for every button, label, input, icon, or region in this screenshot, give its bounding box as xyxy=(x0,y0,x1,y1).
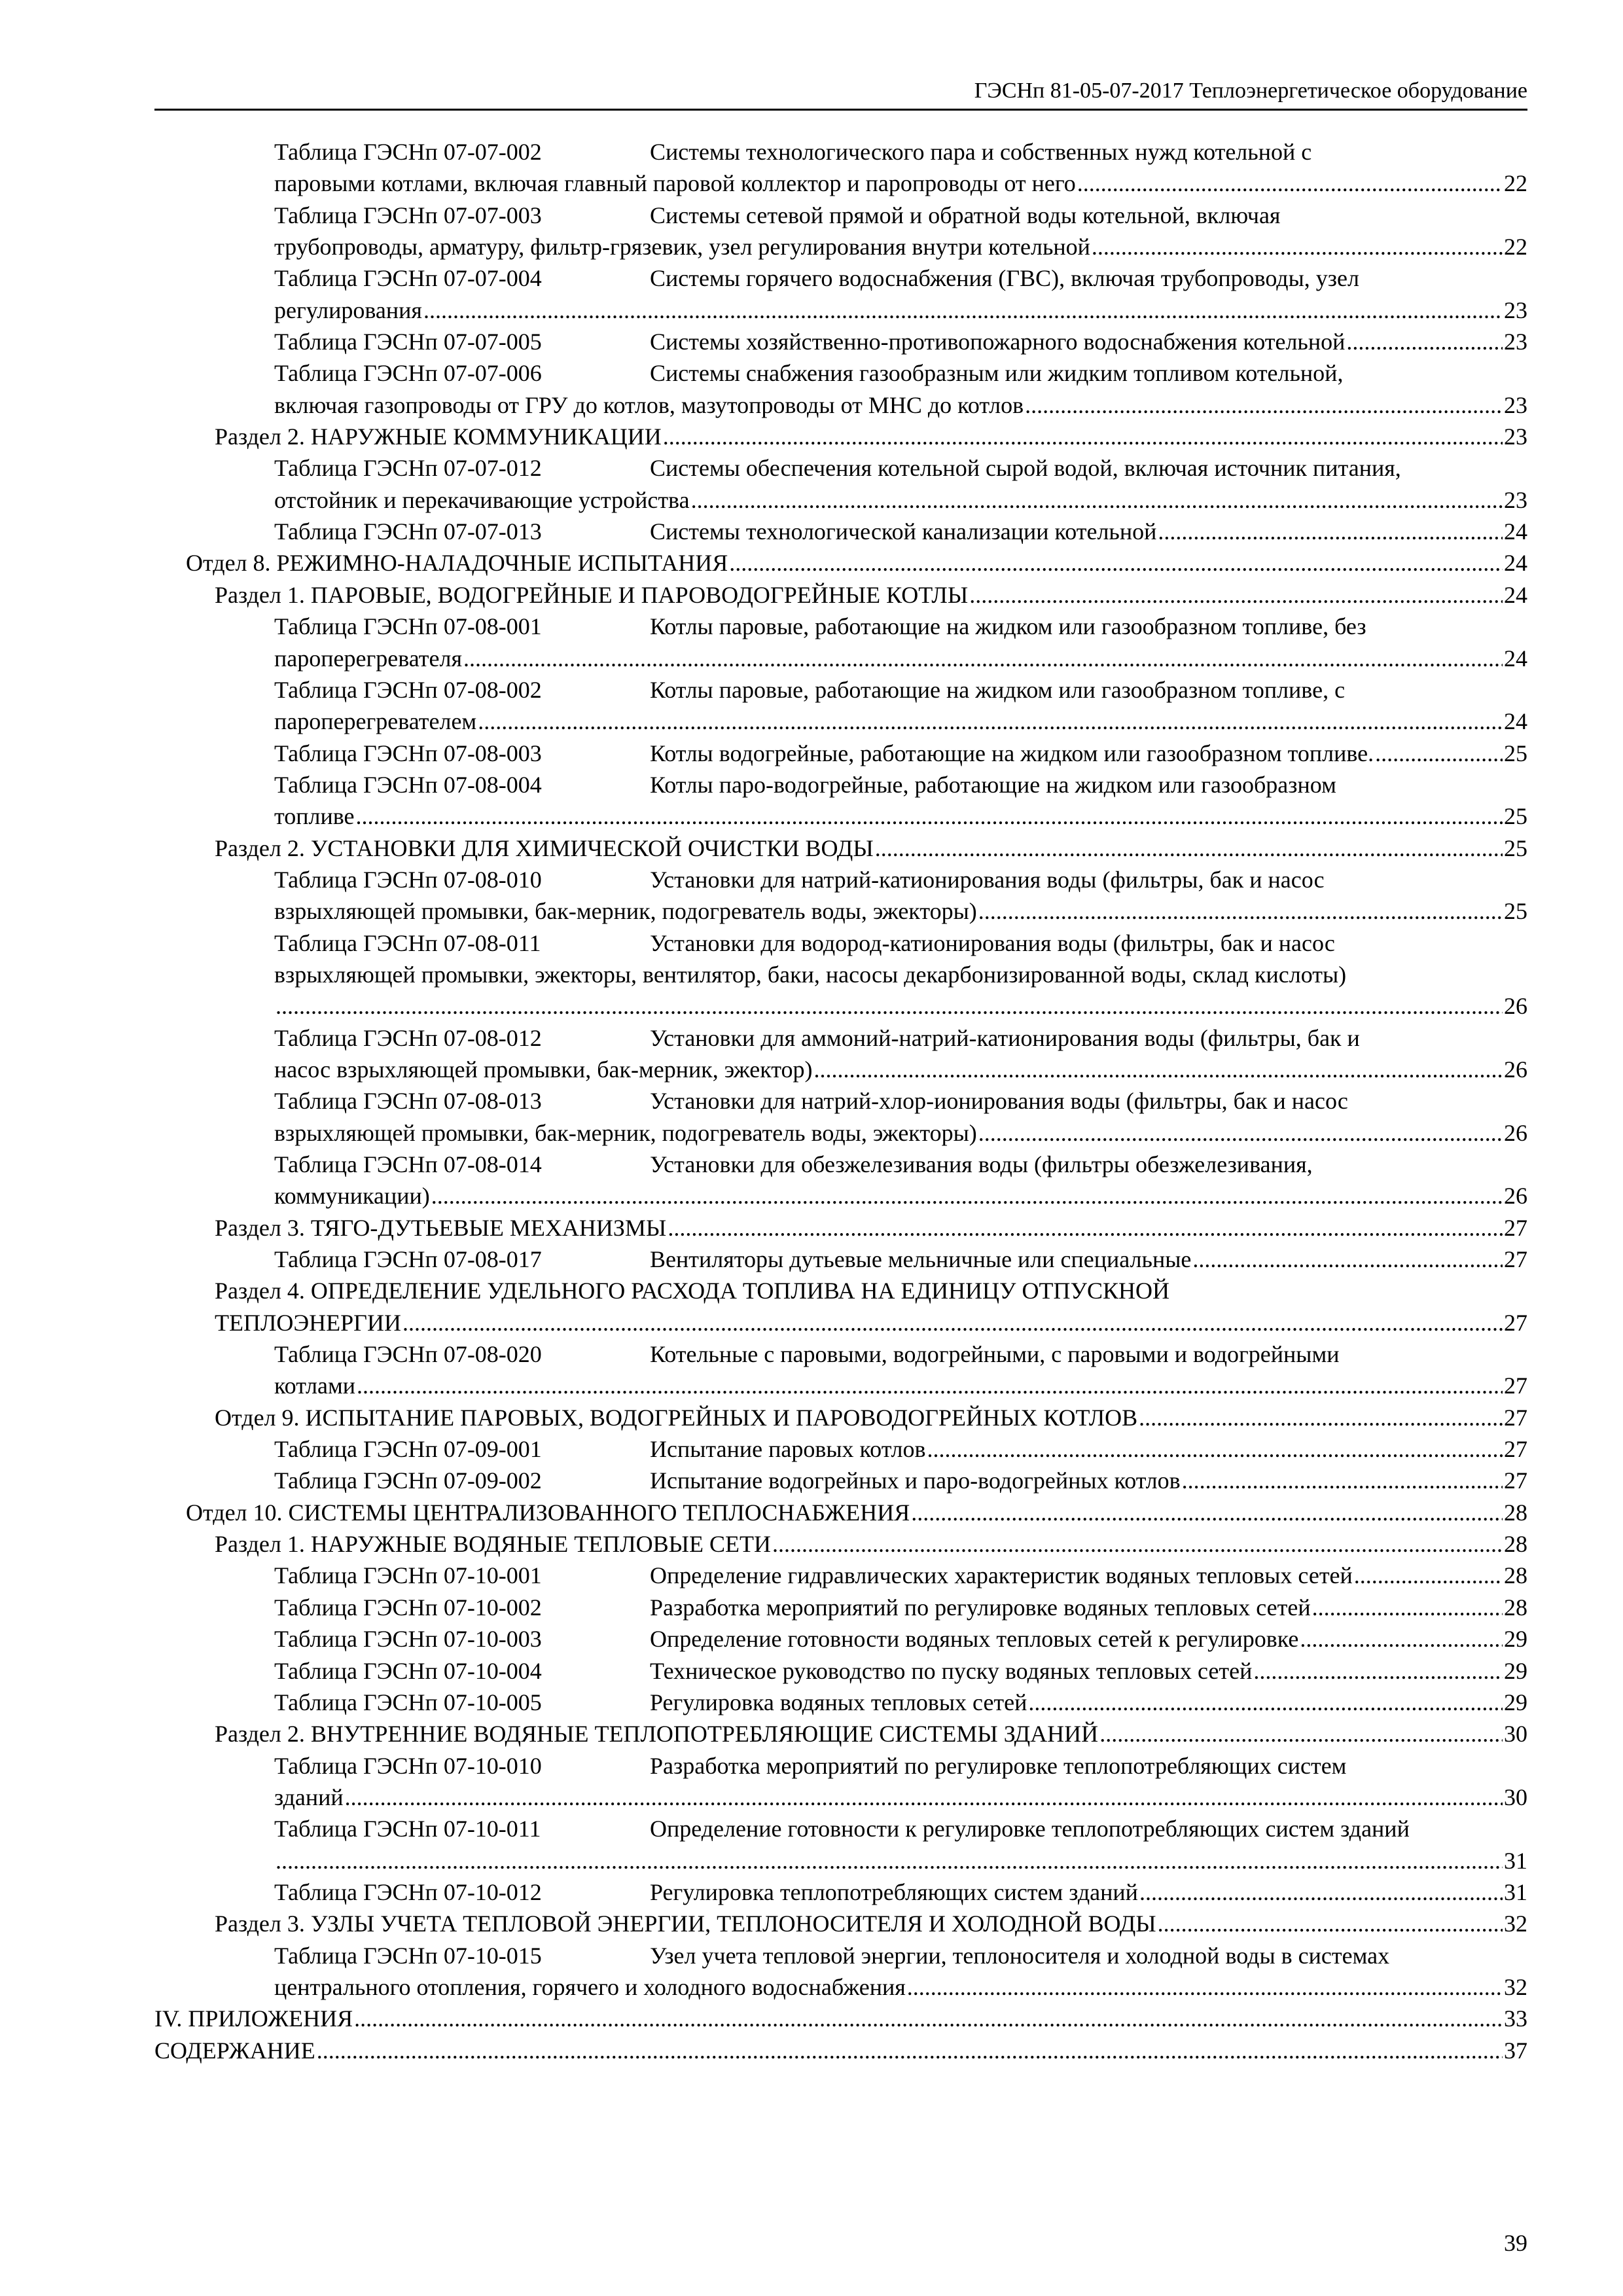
toc-page-number: 32 xyxy=(1504,1910,1527,1937)
toc-table-code: Таблица ГЭСНп 07-07-006 xyxy=(274,360,542,387)
toc-entry-title: Раздел 1. НАРУЖНЫЕ ВОДЯНЫЕ ТЕПЛОВЫЕ СЕТИ xyxy=(215,1531,772,1558)
toc-table-entry[interactable] xyxy=(154,1149,1527,1212)
toc-page-number: 26 xyxy=(1504,1119,1527,1146)
toc-table-code: Таблица ГЭСНп 07-10-012 xyxy=(274,1878,542,1905)
toc-section-entry[interactable] xyxy=(154,421,1527,452)
toc-page-number: 31 xyxy=(1504,1847,1527,1874)
toc-page-number: 27 xyxy=(1504,1404,1527,1431)
toc-entry-title: Регулировка теплопотребляющих систем зданий xyxy=(650,1878,1138,1905)
toc-page-number: 23 xyxy=(1504,296,1527,323)
dot-leader xyxy=(1192,1244,1503,1275)
toc-table-code: Таблица ГЭСНп 07-08-012 xyxy=(274,1024,542,1051)
dot-leader xyxy=(1253,1655,1503,1687)
toc-entry-title: IV. ПРИЛОЖЕНИЯ xyxy=(154,2005,353,2032)
dot-leader xyxy=(1099,1718,1503,1749)
toc-entry-title: паровыми котлами, включая главный паровой коллектор и паропроводы от него xyxy=(274,170,1076,197)
header-rule xyxy=(154,109,1527,111)
toc-entry-title: центрального отопления, горячего и холодного водоснабжения xyxy=(274,1973,906,2000)
toc-table-code: Таблица ГЭСНп 07-08-003 xyxy=(274,740,542,766)
toc-page-number: 37 xyxy=(1504,2037,1527,2064)
dot-leader xyxy=(911,1497,1503,1528)
toc-section-entry[interactable] xyxy=(154,547,1527,579)
toc-table-code: Таблица ГЭСНп 07-07-005 xyxy=(274,329,542,355)
toc-section-entry[interactable] xyxy=(154,2035,1527,2066)
toc-page-number: 27 xyxy=(1504,1309,1527,1336)
toc-section-entry[interactable] xyxy=(154,579,1527,611)
toc-page-number: 25 xyxy=(1504,740,1527,766)
toc-entry-title: Системы технологического пара и собственных нужд котельной с xyxy=(650,139,1312,165)
toc-page-number: 27 xyxy=(1504,1246,1527,1273)
toc-entry-title: Разработка мероприятий по регулировке теплопотребляющих систем xyxy=(650,1752,1347,1779)
toc-table-entry[interactable] xyxy=(154,200,1527,263)
toc-entry-title: взрыхляющей промывки, бак-мерник, подогреватель воды, эжекторы) xyxy=(274,898,977,925)
toc-table-code: Таблица ГЭСНп 07-10-002 xyxy=(274,1594,542,1621)
toc-table-code: Таблица ГЭСНп 07-10-005 xyxy=(274,1689,542,1715)
dot-leader xyxy=(1092,231,1503,262)
toc-entry-title: Раздел 3. УЗЛЫ УЧЕТА ТЕПЛОВОЙ ЭНЕРГИИ, ТЕПЛОНОСИТЕЛЯ И ХОЛОДНОЙ ВОДЫ xyxy=(215,1910,1156,1937)
toc-table-entry[interactable] xyxy=(154,769,1527,833)
toc-entry-title: Определение готовности к регулировке теплопотребляющих систем зданий xyxy=(650,1816,1410,1842)
toc-page-number: 27 xyxy=(1504,1372,1527,1399)
toc-page-number: 29 xyxy=(1504,1657,1527,1684)
toc-page-number: 32 xyxy=(1504,1973,1527,2000)
dot-leader xyxy=(1182,1465,1503,1496)
dot-leader xyxy=(1158,516,1503,547)
toc-page-number: 24 xyxy=(1504,708,1527,735)
toc-table-code: Таблица ГЭСНп 07-10-004 xyxy=(274,1657,542,1684)
toc-entry-title: пароперегревателя xyxy=(274,645,463,672)
toc-entry-title: Котлы паро-водогрейные, работающие на жидком или газообразном xyxy=(650,771,1336,798)
toc-page-number: 24 xyxy=(1504,581,1527,608)
toc-section-entry[interactable] xyxy=(154,1402,1527,1433)
toc-entry-title: Установки для аммоний-натрий-катионирования воды (фильтры, бак и xyxy=(650,1024,1360,1051)
toc-table-entry[interactable] xyxy=(154,1592,1527,1623)
dot-leader xyxy=(978,895,1503,927)
toc-page-number: 27 xyxy=(1504,1467,1527,1494)
toc-table-entry[interactable] xyxy=(154,452,1527,516)
toc-table-code: Таблица ГЭСНп 07-07-012 xyxy=(274,455,542,482)
toc-entry-title: Котлы водогрейные, работающие на жидком или газообразном топливе. xyxy=(650,740,1374,766)
toc-section-entry[interactable] xyxy=(154,1908,1527,1939)
toc-entry-title: насос взрыхляющей промывки, бак-мерник, эжектор) xyxy=(274,1056,813,1083)
toc-page-number: 28 xyxy=(1504,1594,1527,1621)
dot-leader xyxy=(907,1971,1503,2003)
toc-table-entry[interactable] xyxy=(154,1876,1527,1908)
toc-table-code: Таблица ГЭСНп 07-08-001 xyxy=(274,613,542,640)
toc-section-entry[interactable] xyxy=(154,2003,1527,2034)
toc-entry-title: Установки для натрий-катионирования воды (фильтры, бак и насос xyxy=(650,866,1325,893)
toc-entry-title: Раздел 4. ОПРЕДЕЛЕНИЕ УДЕЛЬНОГО РАСХОДА ТОПЛИВА НА ЕДИНИЦУ ОТПУСКНОЙ xyxy=(215,1278,1170,1304)
toc-table-code: Таблица ГЭСНп 07-08-013 xyxy=(274,1088,542,1115)
toc-page-number: 28 xyxy=(1504,1562,1527,1589)
dot-leader xyxy=(402,1307,1503,1338)
toc-page-number: 23 xyxy=(1504,329,1527,355)
toc-table-entry[interactable] xyxy=(154,1655,1527,1687)
toc-table-entry[interactable] xyxy=(154,262,1527,326)
page-number: 39 xyxy=(1504,2230,1527,2256)
toc-table-entry[interactable] xyxy=(154,1940,1527,2003)
toc-table-entry[interactable] xyxy=(154,1022,1527,1086)
toc-page-number: 29 xyxy=(1504,1689,1527,1715)
toc-table-entry[interactable] xyxy=(154,326,1527,357)
table-of-contents xyxy=(154,136,1527,2066)
toc-table-code: Таблица ГЭСНп 07-08-011 xyxy=(274,929,541,956)
toc-entry-title: коммуникации) xyxy=(274,1183,430,1210)
toc-entry-title: Установки для водород-катионирования воды (фильтры, бак и насос xyxy=(650,929,1335,956)
dot-leader xyxy=(729,547,1503,579)
toc-table-code: Таблица ГЭСНп 07-10-001 xyxy=(274,1562,542,1589)
toc-page-number: 24 xyxy=(1504,518,1527,545)
toc-table-code: Таблица ГЭСНп 07-07-004 xyxy=(274,265,542,292)
toc-entry-title: Определение готовности водяных тепловых сетей к регулировке xyxy=(650,1626,1299,1653)
toc-table-entry[interactable] xyxy=(154,674,1527,738)
toc-table-code: Таблица ГЭСНп 07-10-015 xyxy=(274,1942,542,1969)
toc-page-number: 25 xyxy=(1504,834,1527,861)
toc-table-code: Таблица ГЭСНп 07-08-020 xyxy=(274,1341,542,1368)
toc-table-code: Таблица ГЭСНп 07-10-003 xyxy=(274,1626,542,1653)
toc-section-entry[interactable] xyxy=(154,1212,1527,1244)
dot-leader xyxy=(1077,168,1503,199)
toc-entry-title: регулирования xyxy=(274,296,422,323)
dot-leader xyxy=(463,643,1503,674)
toc-page-number: 24 xyxy=(1504,550,1527,577)
dot-leader xyxy=(691,484,1503,516)
dot-leader xyxy=(357,1370,1503,1401)
toc-entry-title: Котельные с паровыми, водогрейными, с паровыми и водогрейными xyxy=(650,1341,1340,1368)
toc-entry-title: Разработка мероприятий по регулировке водяных тепловых сетей xyxy=(650,1594,1311,1621)
toc-entry-title: Раздел 1. ПАРОВЫЕ, ВОДОГРЕЙНЫЕ И ПАРОВОДОГРЕЙНЫЕ КОТЛЫ xyxy=(215,581,969,608)
toc-section-entry[interactable] xyxy=(154,833,1527,864)
toc-entry-title: включая газопроводы от ГРУ до котлов, мазутопроводы от МНС до котлов xyxy=(274,391,1024,418)
dot-leader xyxy=(1312,1592,1503,1623)
toc-section-entry[interactable] xyxy=(154,1718,1527,1749)
toc-table-code: Таблица ГЭСНп 07-07-003 xyxy=(274,202,542,228)
toc-entry-title: Системы сетевой прямой и обратной воды котельной, включая xyxy=(650,202,1281,228)
toc-entry-title: топливе xyxy=(274,803,355,830)
toc-entry-title: котлами xyxy=(274,1372,356,1399)
toc-table-entry[interactable] xyxy=(154,1750,1527,1814)
toc-page-number: 27 xyxy=(1504,1436,1527,1463)
toc-table-code: Таблица ГЭСНп 07-08-010 xyxy=(274,866,542,893)
toc-table-entry[interactable] xyxy=(154,1338,1527,1402)
toc-section-entry[interactable] xyxy=(154,1528,1527,1560)
toc-page-number: 25 xyxy=(1504,898,1527,925)
dot-leader xyxy=(354,2003,1503,2034)
dot-leader xyxy=(663,421,1503,452)
toc-table-entry[interactable] xyxy=(154,1085,1527,1149)
toc-table-entry[interactable] xyxy=(154,1813,1527,1876)
toc-page-number: 28 xyxy=(1504,1499,1527,1526)
toc-entry-title: Вентиляторы дутьевые мельничные или специальные xyxy=(650,1246,1192,1273)
toc-table-code: Таблица ГЭСНп 07-10-011 xyxy=(274,1816,541,1842)
toc-entry-title: Раздел 2. НАРУЖНЫЕ КОММУНИКАЦИИ xyxy=(215,423,662,450)
toc-table-code: Таблица ГЭСНп 07-08-002 xyxy=(274,676,542,703)
toc-entry-title: Системы обеспечения котельной сырой водой, включая источник питания, xyxy=(650,455,1401,482)
toc-entry-title: Отдел 9. ИСПЫТАНИЕ ПАРОВЫХ, ВОДОГРЕЙНЫХ И ПАРОВОДОГРЕЙНЫХ КОТЛОВ xyxy=(215,1404,1138,1431)
toc-table-entry[interactable] xyxy=(154,1433,1527,1465)
toc-page-number: 26 xyxy=(1504,1056,1527,1083)
dot-leader xyxy=(1139,1402,1503,1433)
dot-leader xyxy=(1139,1876,1503,1908)
toc-entry-title: пароперегревателем xyxy=(274,708,477,735)
toc-entry-title: взрыхляющей промывки, эжекторы, вентилятор, баки, насосы декарбонизированной воды, склад кислоты) xyxy=(274,961,1347,988)
toc-entry-title: Отдел 10. СИСТЕМЫ ЦЕНТРАЛИЗОВАННОГО ТЕПЛОСНАБЖЕНИЯ xyxy=(186,1499,910,1526)
toc-table-entry[interactable] xyxy=(154,1560,1527,1591)
toc-table-entry[interactable] xyxy=(154,357,1527,421)
running-header: ГЭСНп 81-05-07-2017 Теплоэнергетическое оборудование xyxy=(974,79,1527,103)
toc-page-number: 23 xyxy=(1504,423,1527,450)
toc-table-code: Таблица ГЭСНп 07-09-001 xyxy=(274,1436,542,1463)
toc-page-number: 25 xyxy=(1504,803,1527,830)
toc-page-number: 26 xyxy=(1504,1183,1527,1210)
toc-page-number: 23 xyxy=(1504,391,1527,418)
toc-entry-title: трубопроводы, арматуру, фильтр-грязевик, узел регулирования внутри котельной xyxy=(274,234,1090,260)
dot-leader xyxy=(1028,1687,1503,1718)
toc-entry-title: Испытание водогрейных и паро-водогрейных котлов xyxy=(650,1467,1181,1494)
toc-table-entry[interactable] xyxy=(154,1244,1527,1275)
toc-entry-title: СОДЕРЖАНИЕ xyxy=(154,2037,315,2064)
dot-leader xyxy=(969,579,1503,611)
dot-leader xyxy=(1354,1560,1503,1591)
toc-entry-title: Установки для натрий-хлор-ионирования воды (фильтры, бак и насос xyxy=(650,1088,1348,1115)
toc-entry-title: Узел учета тепловой энергии, теплоносителя и холодной воды в системах xyxy=(650,1942,1390,1969)
dot-leader xyxy=(927,1433,1503,1465)
toc-page-number: 33 xyxy=(1504,2005,1527,2032)
toc-page-number: 26 xyxy=(1504,993,1527,1020)
toc-entry-title: взрыхляющей промывки, бак-мерник, подогреватель воды, эжекторы) xyxy=(274,1119,977,1146)
toc-page-number: 22 xyxy=(1504,170,1527,197)
toc-page-number: 30 xyxy=(1504,1784,1527,1810)
toc-entry-title: зданий xyxy=(274,1784,344,1810)
toc-entry-title: Котлы паровые, работающие на жидком или газообразном топливе, без xyxy=(650,613,1366,640)
dot-leader xyxy=(276,1845,1503,1876)
toc-section-entry[interactable] xyxy=(154,1497,1527,1528)
toc-entry-title: Системы технологической канализации котельной xyxy=(650,518,1157,545)
toc-entry-title: Системы хозяйственно-противопожарного водоснабжения котельной xyxy=(650,329,1346,355)
dot-leader xyxy=(1158,1908,1503,1939)
toc-page-number: 28 xyxy=(1504,1531,1527,1558)
toc-page-number: 24 xyxy=(1504,645,1527,672)
dot-leader xyxy=(431,1180,1503,1211)
toc-table-entry[interactable] xyxy=(154,611,1527,674)
toc-table-code: Таблица ГЭСНп 07-08-017 xyxy=(274,1246,542,1273)
toc-table-entry[interactable] xyxy=(154,864,1527,927)
toc-table-entry[interactable] xyxy=(154,136,1527,200)
dot-leader xyxy=(668,1212,1503,1244)
toc-page-number: 27 xyxy=(1504,1214,1527,1241)
toc-entry-title: Определение гидравлических характеристик водяных тепловых сетей xyxy=(650,1562,1353,1589)
toc-entry-title: Отдел 8. РЕЖИМНО-НАЛАДОЧНЫЕ ИСПЫТАНИЯ xyxy=(186,550,728,577)
toc-entry-title: Раздел 2. ВНУТРЕННИЕ ВОДЯНЫЕ ТЕПЛОПОТРЕБЛЯЮЩИЕ СИСТЕМЫ ЗДАНИЙ xyxy=(215,1721,1099,1748)
dot-leader xyxy=(356,800,1503,832)
dot-leader xyxy=(1300,1623,1503,1655)
toc-table-code: Таблица ГЭСНп 07-10-010 xyxy=(274,1752,542,1779)
dot-leader xyxy=(1346,326,1503,357)
dot-leader xyxy=(478,706,1503,737)
dot-leader xyxy=(345,1782,1503,1813)
dot-leader xyxy=(317,2035,1503,2066)
toc-entry-title: Испытание паровых котлов xyxy=(650,1436,926,1463)
toc-entry-title: Установки для обезжелезивания воды (фильтры обезжелезивания, xyxy=(650,1151,1313,1177)
toc-entry-title: Котлы паровые, работающие на жидком или газообразном топливе, с xyxy=(650,676,1346,703)
toc-entry-title: ТЕПЛОЭНЕРГИИ xyxy=(215,1309,401,1336)
dot-leader xyxy=(1025,389,1503,421)
toc-entry-title: Раздел 2. УСТАНОВКИ ДЛЯ ХИМИЧЕСКОЙ ОЧИСТКИ ВОДЫ xyxy=(215,834,874,861)
toc-section-entry[interactable] xyxy=(154,1275,1527,1338)
toc-page-number: 30 xyxy=(1504,1721,1527,1748)
dot-leader xyxy=(814,1054,1503,1085)
toc-page-number: 22 xyxy=(1504,234,1527,260)
toc-table-code: Таблица ГЭСНп 07-08-014 xyxy=(274,1151,542,1177)
toc-table-entry[interactable] xyxy=(154,516,1527,547)
toc-table-entry[interactable] xyxy=(154,1465,1527,1496)
toc-table-entry[interactable] xyxy=(154,1687,1527,1718)
dot-leader xyxy=(772,1528,1503,1560)
toc-table-entry[interactable] xyxy=(154,1623,1527,1655)
dot-leader xyxy=(875,833,1503,864)
toc-page-number: 31 xyxy=(1504,1878,1527,1905)
dot-leader xyxy=(276,990,1503,1022)
dot-leader xyxy=(423,295,1503,326)
toc-entry-title: Раздел 3. ТЯГО-ДУТЬЕВЫЕ МЕХАНИЗМЫ xyxy=(215,1214,667,1241)
toc-entry-title: Техническое руководство по пуску водяных тепловых сетей xyxy=(650,1657,1253,1684)
toc-table-code: Таблица ГЭСНп 07-09-002 xyxy=(274,1467,542,1494)
dot-leader xyxy=(978,1117,1503,1149)
toc-entry-title: отстойник и перекачивающие устройства xyxy=(274,486,690,513)
toc-table-entry[interactable] xyxy=(154,738,1527,769)
toc-entry-title: Системы снабжения газообразным или жидким топливом котельной, xyxy=(650,360,1344,387)
toc-table-entry[interactable] xyxy=(154,927,1527,1022)
toc-table-code: Таблица ГЭСНп 07-07-013 xyxy=(274,518,542,545)
toc-page-number: 23 xyxy=(1504,486,1527,513)
toc-entry-title: Системы горячего водоснабжения (ГВС), включая трубопроводы, узел xyxy=(650,265,1359,292)
toc-entry-title: Регулировка водяных тепловых сетей xyxy=(650,1689,1027,1715)
toc-table-code: Таблица ГЭСНп 07-08-004 xyxy=(274,771,542,798)
toc-page-number: 29 xyxy=(1504,1626,1527,1653)
toc-table-code: Таблица ГЭСНп 07-07-002 xyxy=(274,139,542,165)
dot-leader xyxy=(1375,738,1503,769)
